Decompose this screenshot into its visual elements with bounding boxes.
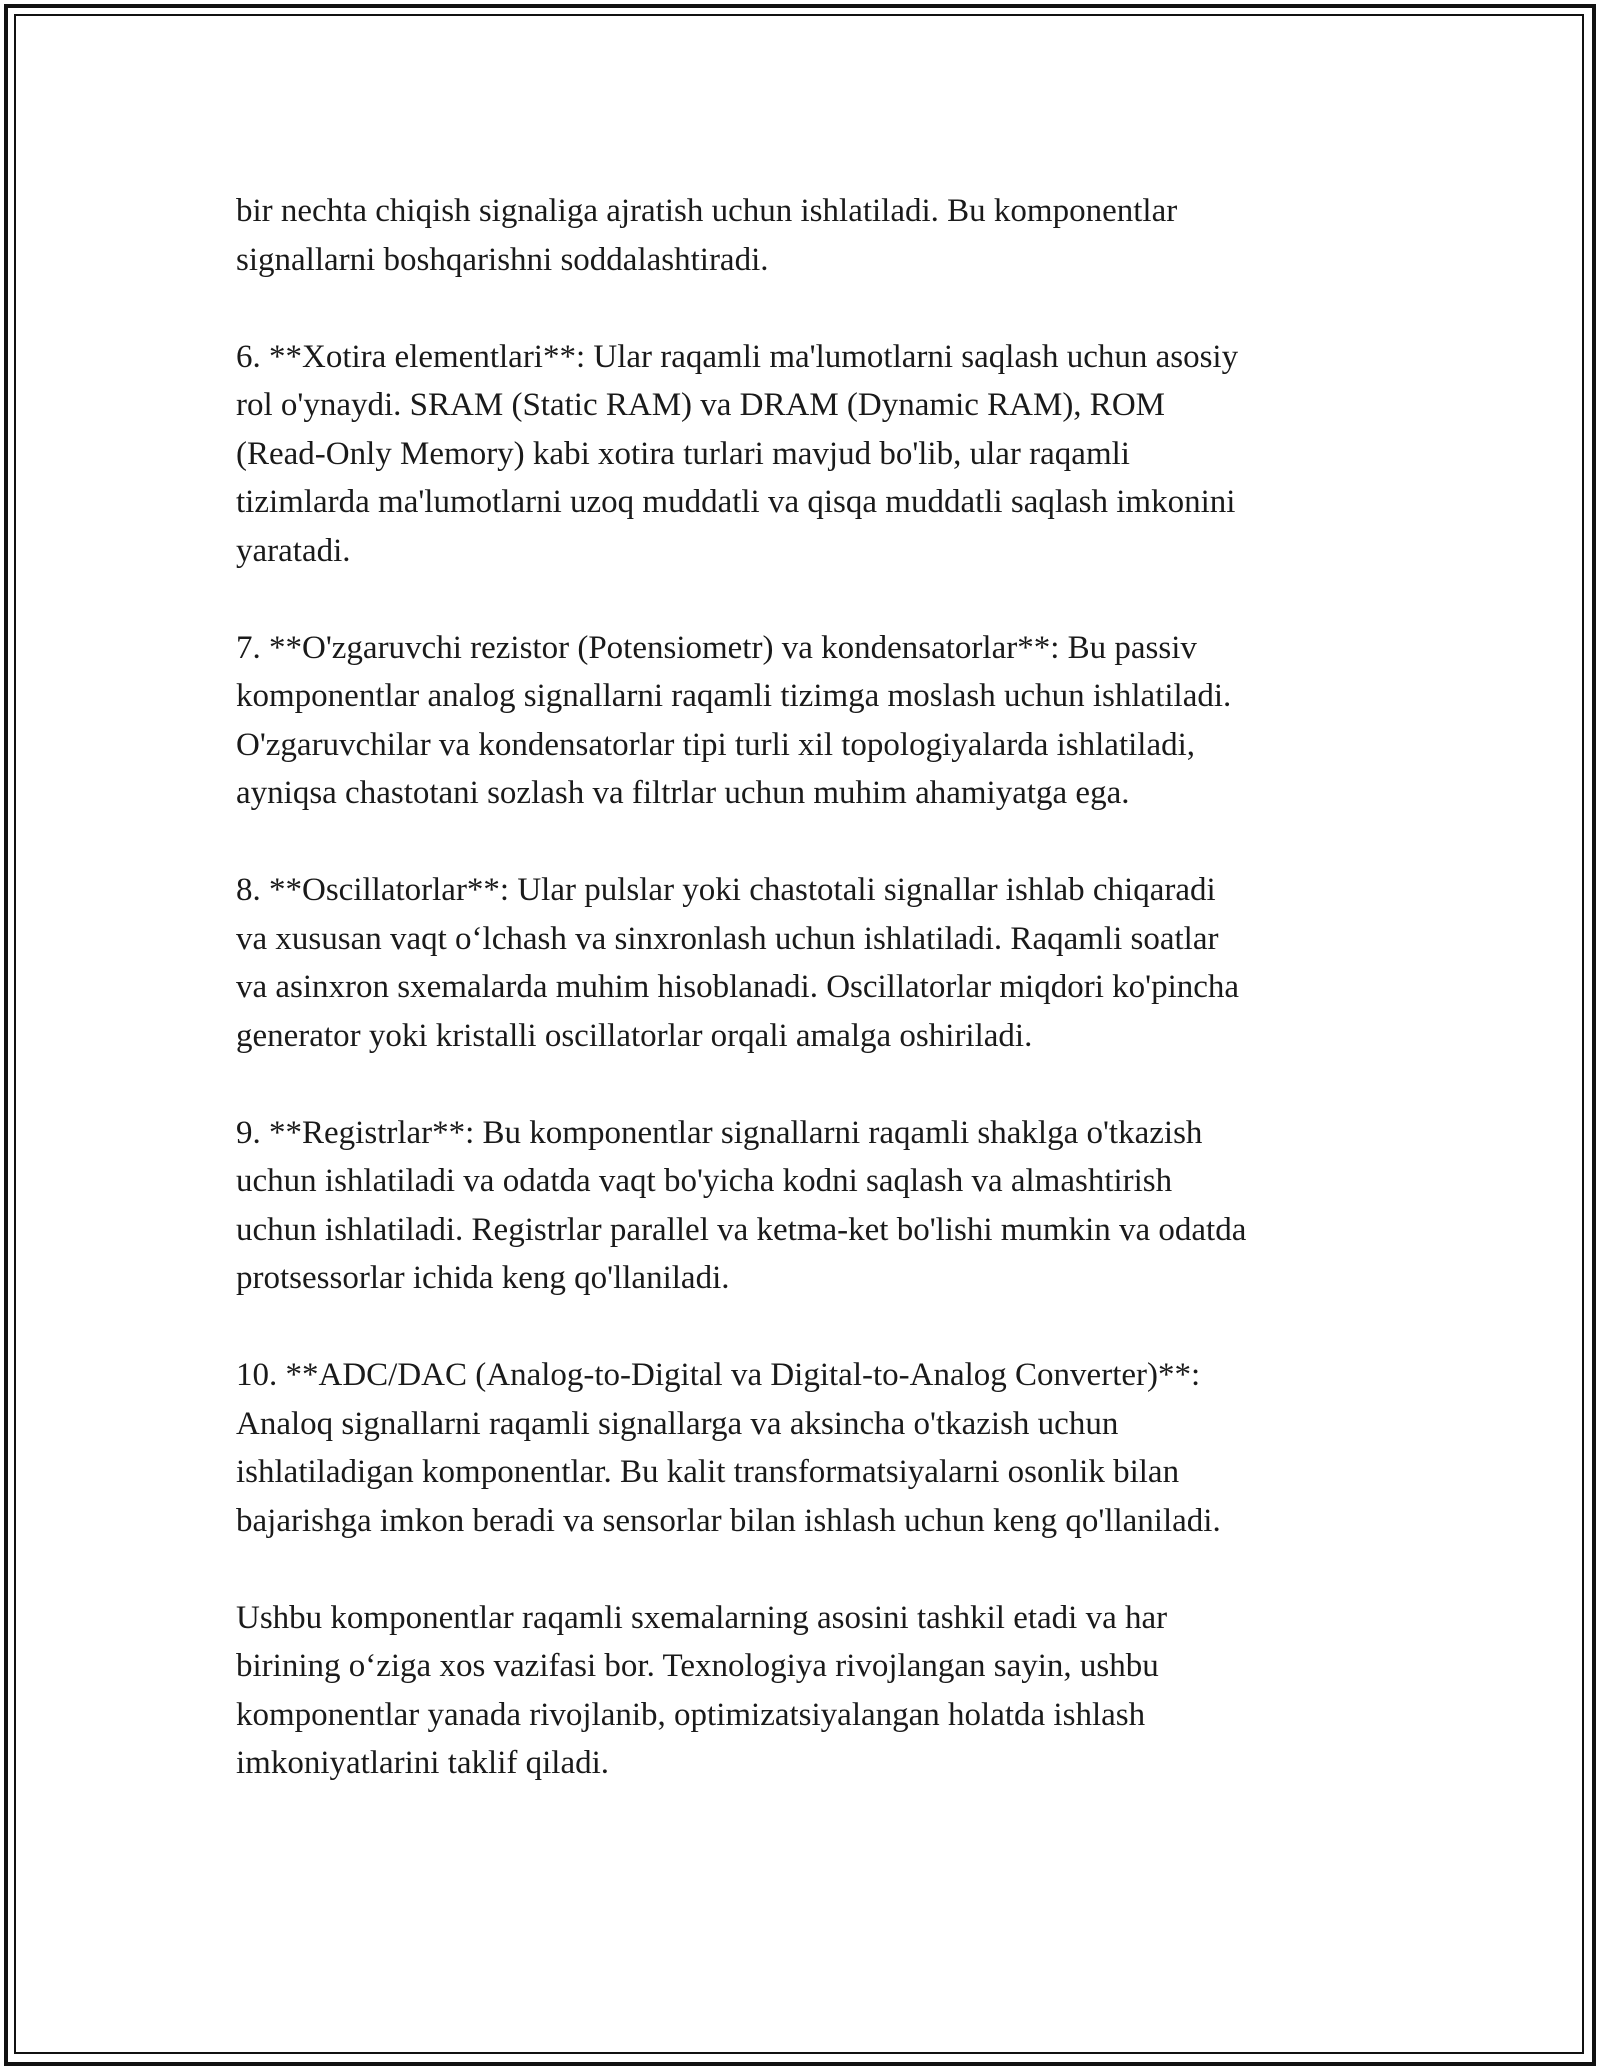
text-line: 8. **Oscillatorlar**: Ular pulslar yoki chastotali signallar ishlab chiqaradi bbox=[236, 872, 1216, 908]
text-line: rol o'ynaydi. SRAM (Static RAM) va DRAM (Dynamic RAM), ROM bbox=[236, 387, 1165, 423]
text-line: 7. **O'zgaruvchi rezistor (Potensiometr) va kondensatorlar**: Bu passiv bbox=[236, 629, 1197, 666]
text-line: generator yoki kristalli oscillatorlar orqali amalga oshiriladi. bbox=[236, 1017, 1033, 1054]
text-line: protsessorlar ichida keng qo'llaniladi. bbox=[236, 1260, 730, 1296]
text-line: Ushbu komponentlar raqamli sxemalarning asosini tashkil etadi va har bbox=[236, 1599, 1168, 1636]
text-line: komponentlar yanada rivojlanib, optimizatsiyalangan holatda ishlash bbox=[236, 1696, 1146, 1733]
text-line: (Read-Only Memory) kabi xotira turlari mavjud bo'lib, ular raqamli bbox=[236, 435, 1130, 472]
document-body bbox=[236, 187, 1366, 1836]
text-line: birining o‘ziga xos vazifasi bor. Texnologiya rivojlangan sayin, ushbu bbox=[236, 1648, 1159, 1684]
text-line: va asinxron sxemalarda muhim hisoblanadi. Oscillatorlar miqdori ko'pincha bbox=[236, 969, 1240, 1005]
paragraph-item-8 bbox=[236, 866, 1366, 1060]
text-line: uchun ishlatiladi. Registrlar parallel va ketma-ket bo'lishi mumkin va odatda bbox=[236, 1211, 1247, 1248]
paragraph-intro-continuation bbox=[236, 187, 1366, 284]
text-line: O'zgaruvchilar va kondensatorlar tipi turli xil topologiyalarda ishlatiladi, bbox=[236, 726, 1196, 763]
text-line: 9. **Registrlar**: Bu komponentlar signallarni raqamli shaklga o'tkazish bbox=[236, 1114, 1203, 1151]
paragraph-item-9 bbox=[236, 1109, 1366, 1303]
text-line: komponentlar analog signallarni raqamli tizimga moslash uchun ishlatiladi. bbox=[236, 678, 1232, 714]
paragraph-conclusion bbox=[236, 1594, 1366, 1788]
text-line: va xususan vaqt o‘lchash va sinxronlash uchun ishlatiladi. Raqamli soatlar bbox=[236, 920, 1219, 957]
text-line: uchun ishlatiladi va odatda vaqt bo'yicha kodni saqlash va almashtirish bbox=[236, 1163, 1173, 1199]
paragraph-item-10 bbox=[236, 1351, 1366, 1545]
text-line: 10. **ADC/DAC (Analog-to-Digital va Digital-to-Analog Converter)**: bbox=[236, 1357, 1201, 1393]
paragraph-item-6 bbox=[236, 333, 1366, 576]
text-line: yaratadi. bbox=[236, 532, 351, 569]
text-line: tizimlarda ma'lumotlarni uzoq muddatli va qisqa muddatli saqlash imkonini bbox=[236, 484, 1236, 520]
text-line: bajarishga imkon beradi va sensorlar bilan ishlash uchun keng qo'llaniladi. bbox=[236, 1502, 1221, 1539]
text-line: 6. **Xotira elementlari**: Ular raqamli ma'lumotlarni saqlash uchun asosiy bbox=[236, 338, 1239, 375]
text-line: ayniqsa chastotani sozlash va filtrlar uchun muhim ahamiyatga ega. bbox=[236, 775, 1130, 811]
paragraph-item-7 bbox=[236, 624, 1366, 818]
text-line: signallarni boshqarishni soddalashtiradi. bbox=[236, 241, 769, 278]
text-line: ishlatiladigan komponentlar. Bu kalit transformatsiyalarni osonlik bilan bbox=[236, 1454, 1180, 1490]
text-line: imkoniyatlarini taklif qiladi. bbox=[236, 1745, 610, 1781]
text-line: Analoq signallarni raqamli signallarga va aksincha o'tkazish uchun bbox=[236, 1405, 1119, 1442]
text-line: bir nechta chiqish signaliga ajratish uchun ishlatiladi. Bu komponentlar bbox=[236, 193, 1178, 229]
